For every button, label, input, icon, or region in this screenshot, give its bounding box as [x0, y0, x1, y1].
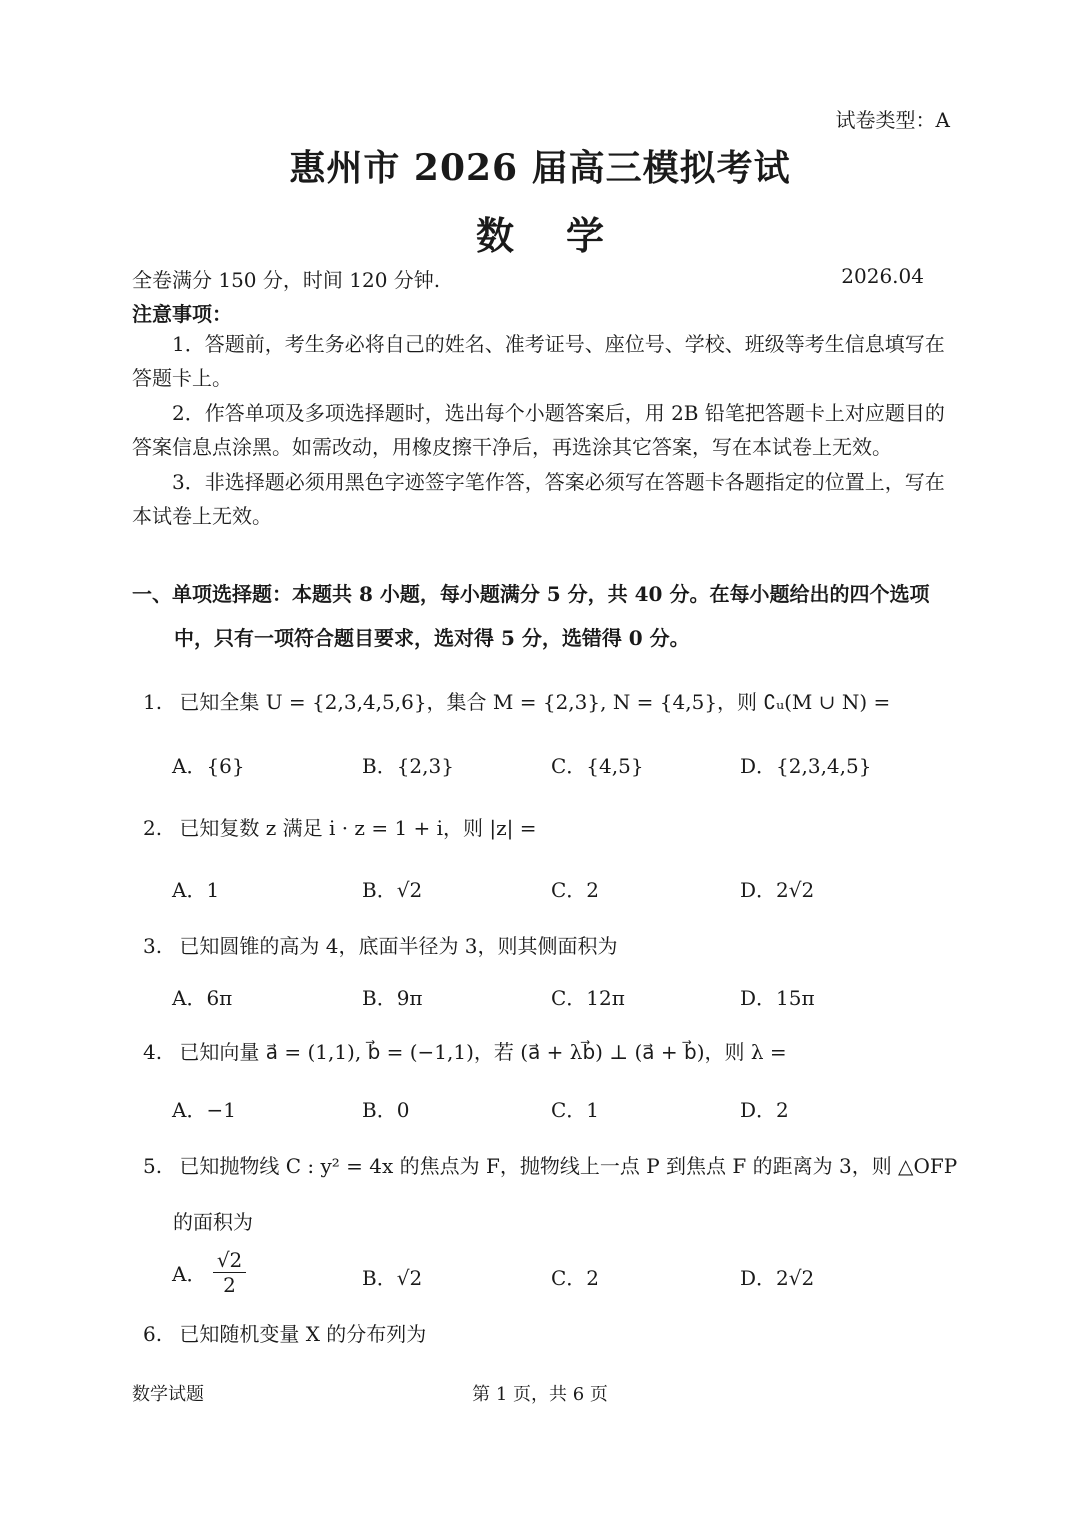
notice-2: 2．作答单项及多项选择题时，选出每个小题答案后，用 2B 铅笔把答题卡上对应题目的答案信息点涂黑。如需改动，用橡皮擦干净后，再选涂其它答案，写在本试卷上无效。	[132, 401, 945, 459]
question-number: 4.	[143, 1040, 163, 1064]
subject-char-2: 学	[566, 213, 605, 258]
question-stem: 已知圆锥的高为 4，底面半径为 3，则其侧面积为	[179, 934, 618, 958]
q2-option-d: D．2√2	[740, 878, 815, 902]
q1-option-b: B．{2,3}	[362, 754, 454, 778]
question-number: 1.	[143, 690, 163, 714]
q4-option-d: D．2	[740, 1098, 789, 1122]
q1-option-a: A．{6}	[172, 754, 245, 778]
q5-option-a	[172, 1248, 246, 1297]
question-6	[143, 1318, 426, 1347]
notice-heading: 注意事项：	[132, 302, 232, 326]
question-stem: 已知向量 a⃗ = (1,1), b⃗ = (−1,1)，若 (a⃗ + λb⃗) ⊥ (a⃗ + b⃗)，则 λ =	[179, 1040, 787, 1064]
q5-option-c: C．2	[551, 1266, 600, 1290]
question-5	[143, 1150, 957, 1179]
question-number: 3.	[143, 934, 163, 958]
fraction-numerator: √2	[213, 1248, 246, 1273]
question-number: 6.	[143, 1322, 163, 1346]
question-number: 5.	[143, 1154, 163, 1178]
q3-option-b: B．9π	[362, 986, 423, 1010]
exam-title: 惠州市 2026 届高三模拟考试	[289, 147, 791, 189]
question-5-continued: 的面积为	[173, 1210, 253, 1234]
fraction-denominator: 2	[223, 1273, 236, 1297]
q3-option-a: A．6π	[172, 986, 233, 1010]
subject-char-1: 数	[475, 213, 514, 258]
section-heading-text: 一、单项选择题：本题共 8 小题，每小题满分 5 分，共 40 分。在每小题给出的四个选项中，只有一项符合题目要求，选对得 5 分，选错得 0 分。	[132, 582, 930, 650]
section-heading	[132, 572, 952, 660]
paper-type-label: 试卷类型：A	[835, 108, 950, 132]
q1-option-c: C．{4,5}	[551, 754, 644, 778]
exam-date: 2026.04	[841, 264, 924, 288]
footer-subject: 数学试题	[132, 1384, 204, 1405]
option-label: A．	[172, 1262, 207, 1286]
q1-option-d: D．{2,3,4,5}	[740, 754, 872, 778]
question-stem: 已知抛物线 C : y² = 4x 的焦点为 F，抛物线上一点 P 到焦点 F 的距离为 3，则 △OFP	[179, 1154, 958, 1178]
question-1	[143, 686, 890, 715]
question-number: 2.	[143, 816, 163, 840]
question-3	[143, 930, 618, 959]
q2-option-c: C．2	[551, 878, 600, 902]
q4-option-a: A．−1	[172, 1098, 236, 1122]
q2-option-b: B．√2	[362, 878, 423, 902]
q5-option-d: D．2√2	[740, 1266, 815, 1290]
fraction	[213, 1248, 246, 1297]
subject-title	[0, 205, 1080, 260]
q3-option-d: D．15π	[740, 986, 815, 1010]
q2-option-a: A．1	[172, 878, 220, 902]
question-4	[143, 1036, 787, 1065]
q4-option-c: C．1	[551, 1098, 600, 1122]
question-stem: 已知复数 z 满足 i · z = 1 + i，则 |z| =	[179, 816, 537, 840]
question-2	[143, 812, 537, 841]
question-stem: 已知随机变量 X 的分布列为	[179, 1322, 427, 1346]
exam-meta: 全卷满分 150 分，时间 120 分钟.	[132, 268, 441, 292]
question-stem: 已知全集 U = {2,3,4,5,6}，集合 M = {2,3}, N = {4,5}，则 ∁ᵤ(M ∪ N) =	[179, 690, 891, 714]
q4-option-b: B．0	[362, 1098, 410, 1122]
notice-1: 1．答题前，考生务必将自己的姓名、准考证号、座位号、学校、班级等考生信息填写在答题卡上。	[132, 332, 945, 390]
q5-option-b: B．√2	[362, 1266, 423, 1290]
notice-3: 3．非选择题必须用黑色字迹签字笔作答，答案必须写在答题卡各题指定的位置上，写在本试卷上无效。	[132, 470, 945, 528]
footer-page-number: 第 1 页，共 6 页	[472, 1384, 608, 1405]
q3-option-c: C．12π	[551, 986, 625, 1010]
